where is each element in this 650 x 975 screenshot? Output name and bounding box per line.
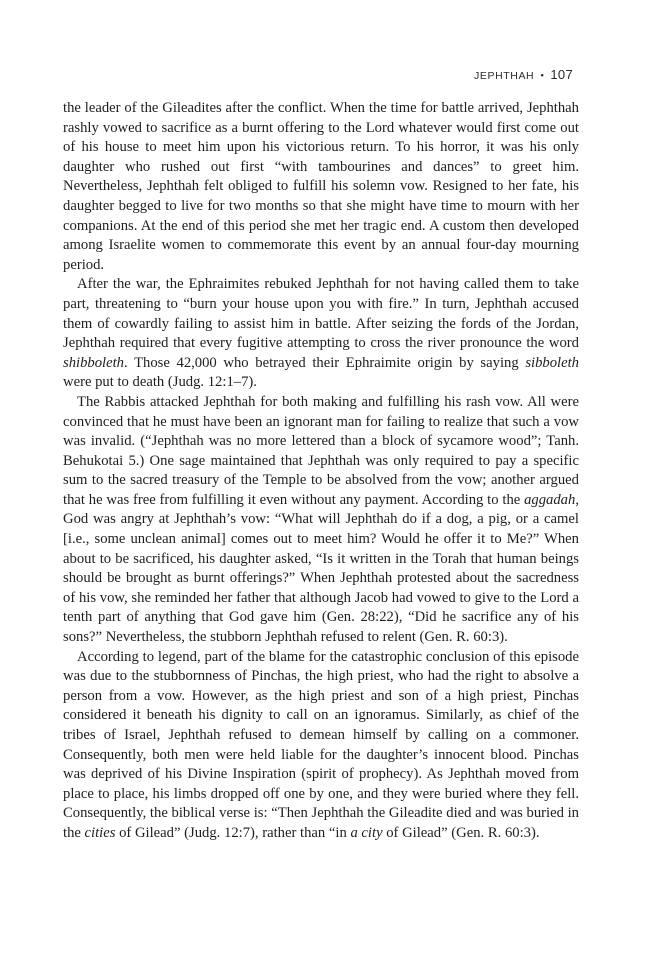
italic-term-shibboleth: shibboleth [63, 354, 125, 371]
page-number: 107 [550, 67, 573, 82]
paragraph-rabbis [63, 393, 579, 648]
paragraph-ephraimites [63, 275, 579, 393]
running-head-title: JEPHTHAH [474, 70, 535, 82]
text-run: The Rabbis attacked Jephthah for both making and fulfilling his rash vow. All were convinced that he must have been an ignorant man for failing to realize that such a vow was invalid. (“Jephthah was no more lettered than a block of sycamore wood”; Tanh. Behukotai 5.) One sage maintained that Jephthah was only required to pay a specific sum to the sacred treasury of the Temple to be absolved from the vow; another argued that he was free from fulfilling it even without any payment. According to the [63, 393, 579, 508]
italic-term-cities: cities [84, 824, 116, 841]
body-text [63, 99, 579, 844]
text-run: . Those 42,000 who betrayed their Ephraimite origin by saying [124, 354, 526, 371]
text-run: After the war, the Ephraimites rebuked Jephthah for not having called them to take part, threatening to “burn your house upon you with fire.” In turn, Jephthah accused them of cowardly failing to assist him in battle. After seizing the fords of the Jordan, Jephthah required that every fugitive attempting to cross the river pronounce the word [63, 276, 579, 352]
running-head [474, 67, 573, 83]
italic-term-a-city: a city [350, 824, 383, 841]
italic-term-sibboleth: sibboleth [525, 354, 579, 371]
text-run: the leader of the Gileadites after the conflict. When the time for battle arrived, Jephthah rashly vowed to sacrifice as a burnt offering to the Lord whatever would first come out of his house to meet him upon his victorious return. To his horror, it was his only daughter who rushed out first “with tambourines and dances” to greet him. Nevertheless, Jephthah felt obliged to fulfill his solemn vow. Resigned to her fate, his daughter begged to live for two months so that she might have time to mourn with her companions. At the end of this period she met her tragic end. A custom then developed among Israelite women to commemorate this event by an annual four-day mourning period. [63, 100, 579, 273]
italic-term-aggadah: aggadah [524, 491, 576, 508]
running-head-bullet: • [540, 70, 545, 82]
paragraph-continuation [63, 99, 579, 275]
text-run: of Gilead” (Gen. R. 60:3). [382, 824, 540, 841]
text-run: According to legend, part of the blame for the catastrophic conclusion of this episode was due to the stubbornness of Pinchas, the high priest, who had the right to absolve a person from a vow. However, as the high priest and son of a high priest, Pinchas considered it beneath his dignity to call on an ignoramus. Similarly, as chief of the tribes of Israel, Jephthah refused to demean himself by calling on a commoner. Consequently, both men were held liable for the daughter’s innocent blood. Pinchas was deprived of his Divine Inspiration (spirit of prophecy). As Jephthah moved from place to place, his limbs dropped off one by one, and they were buried where they fell. Consequently, the biblical verse is: “Then Jephthah the Gileadite died and was buried in the [63, 648, 579, 841]
text-run: were put to death (Judg. 12:1–7). [63, 374, 257, 391]
paragraph-legend [63, 648, 579, 844]
text-run: , God was angry at Jephthah’s vow: “What will Jephthah do if a dog, a pig, or a camel [i.e., some unclean animal] comes out to meet him? Would he offer it to Me?” When about to be sacrificed, his daughter asked, “Is it written in the Torah that human beings should be brought as burnt offerings?” When Jephthah protested about the sacredness of his vow, she reminded her father that although Jacob had vowed to give to the Lord a tenth part of anything that God gave him (Gen. 28:22), “Did he sacrifice any of his sons?” Nevertheless, the stubborn Jephthah refused to relent (Gen. R. 60:3). [63, 491, 579, 646]
text-run: of Gilead” (Judg. 12:7), rather than “in [115, 824, 351, 841]
